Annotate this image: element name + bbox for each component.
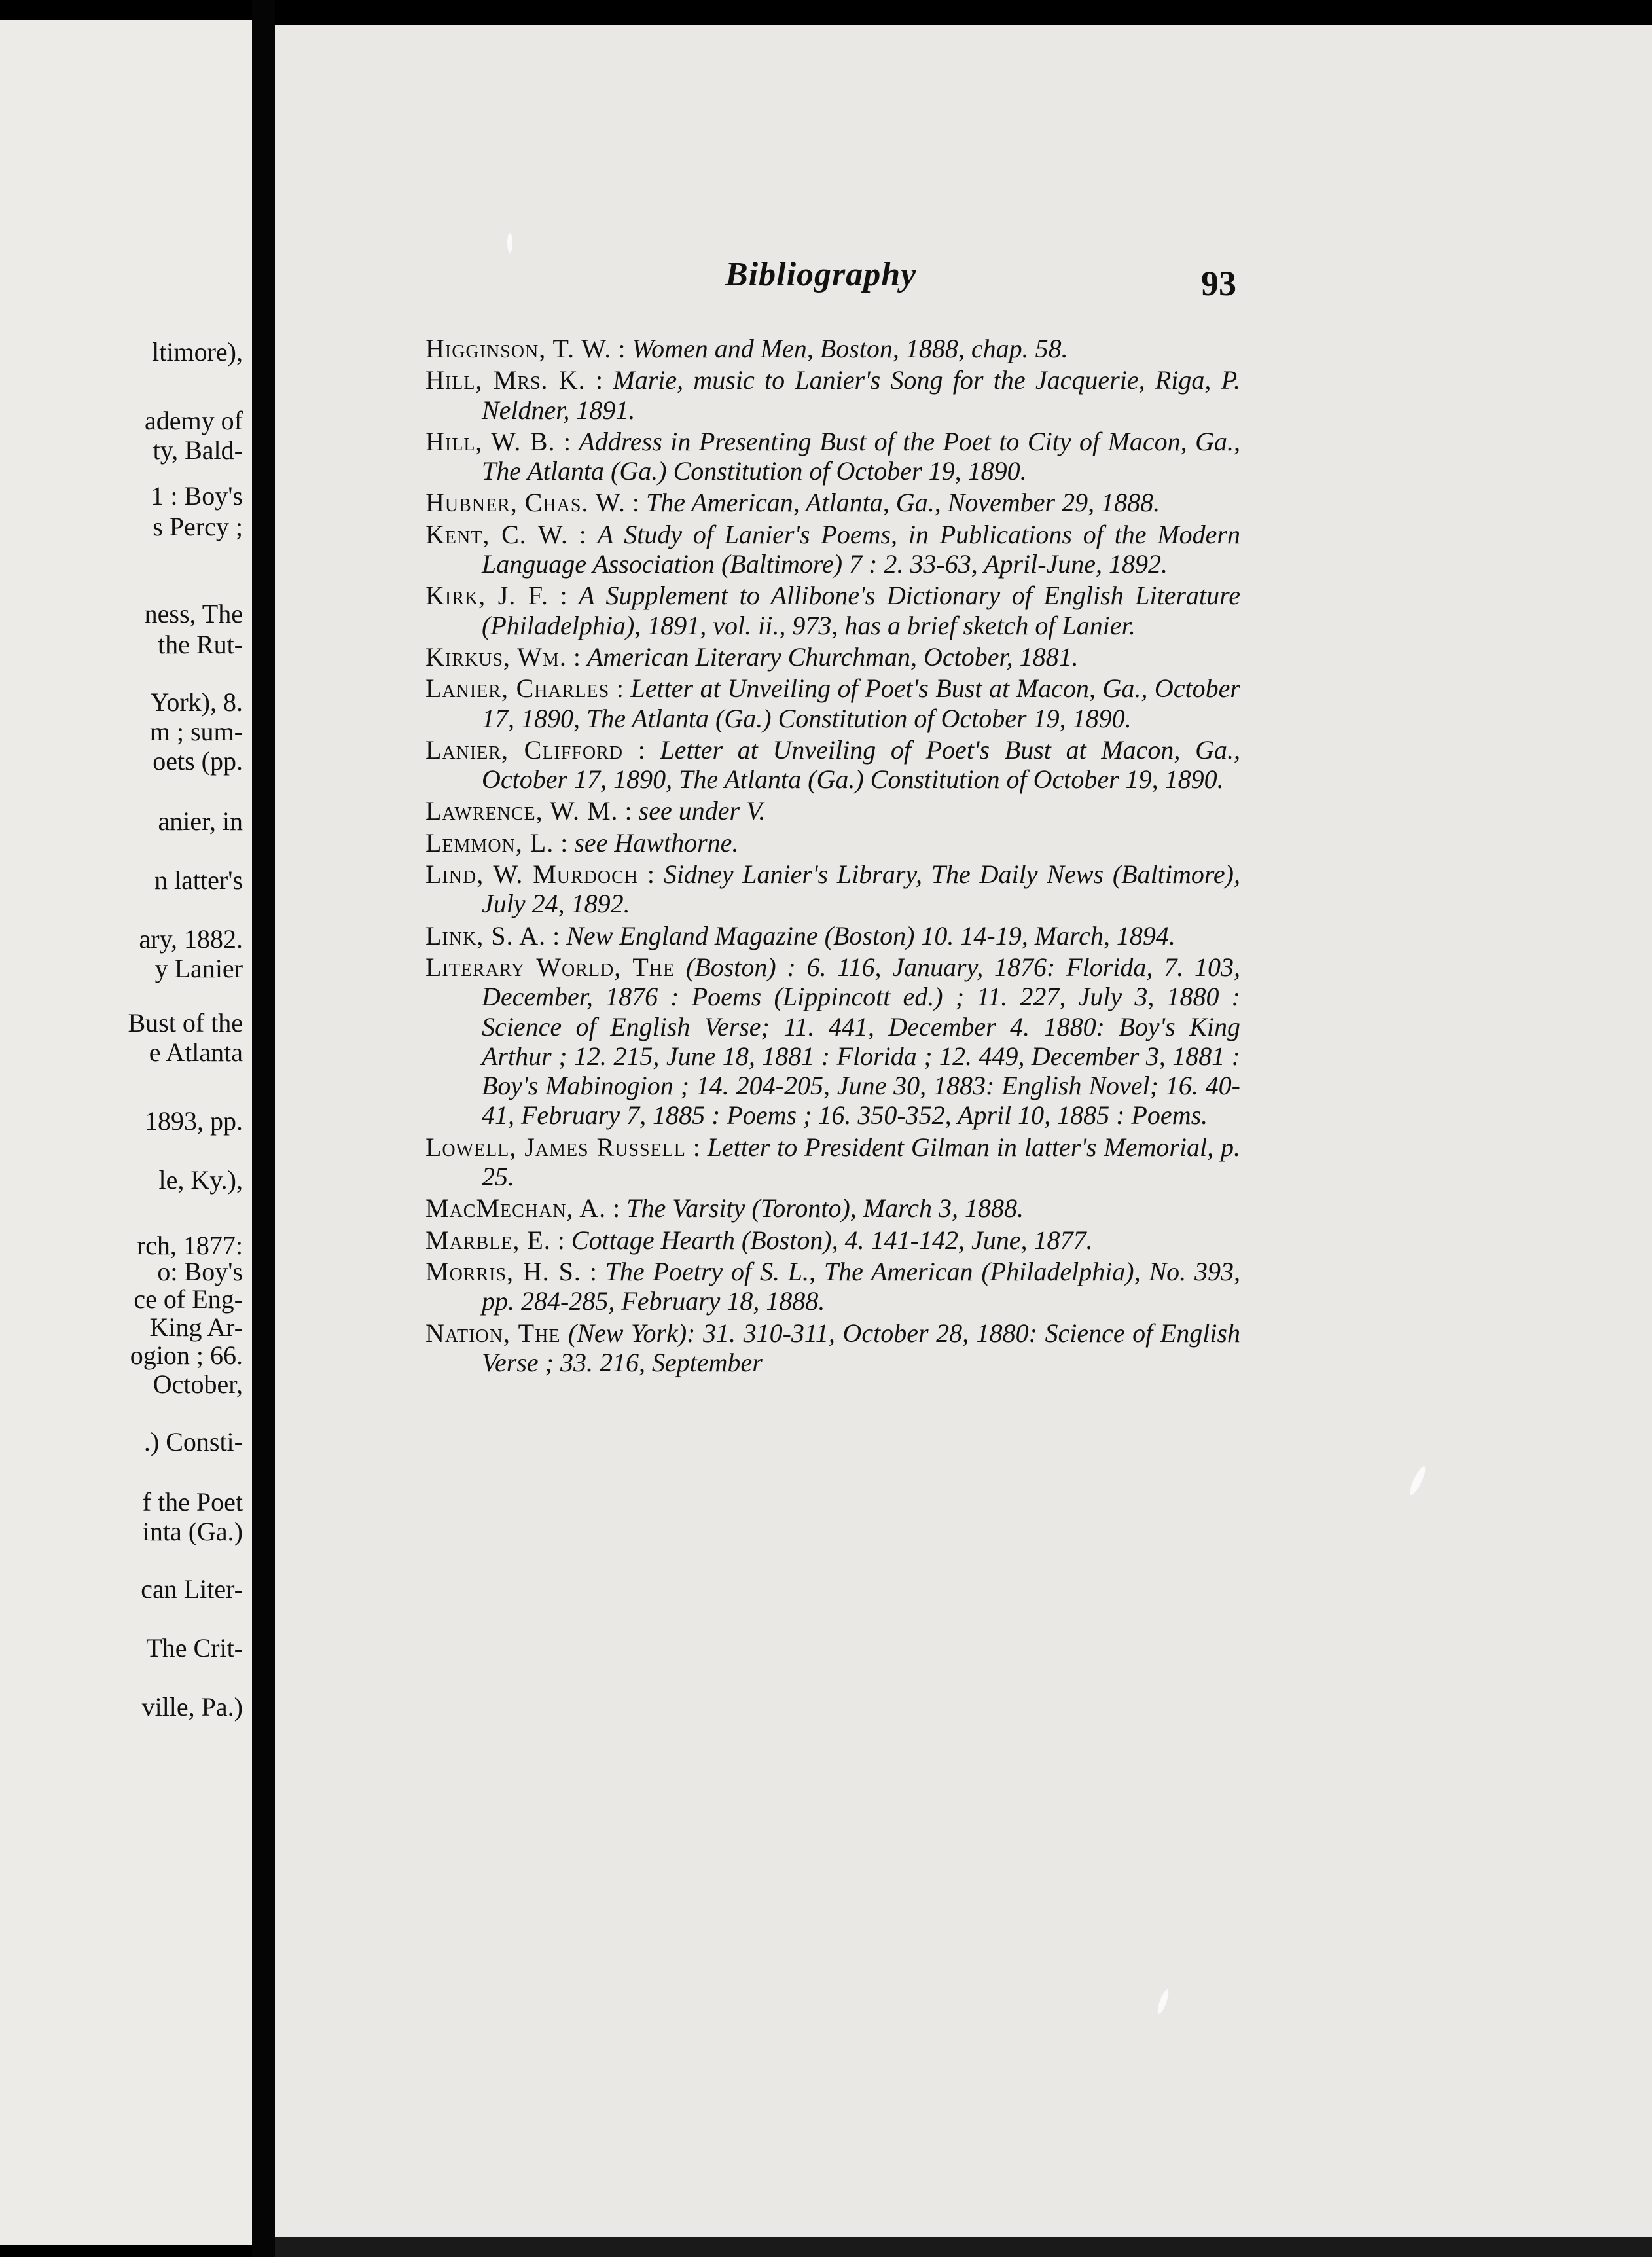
left-page-line: York), 8.: [150, 687, 243, 717]
entry-details: A Supplement to Allibone's Dictionary of English Literature (Philadelphia), 1891, vol. ii., 973, has a brief sketch of Lanier.: [482, 581, 1240, 640]
paper-speck: [1407, 1465, 1428, 1497]
left-page-line: ogion ; 66.: [130, 1341, 243, 1370]
entry-author: Kirk, J. F.: [425, 581, 548, 611]
entry-separator: :: [585, 365, 613, 395]
running-head: Bibliography: [725, 256, 917, 293]
left-page-line: e Atlanta: [149, 1038, 243, 1067]
paper-speck: [507, 233, 512, 253]
entry-details: Cottage Hearth (Boston), 4. 141-142, June, 1877.: [571, 1225, 1093, 1255]
entry-author: Marble, E.: [425, 1225, 551, 1255]
entry-author: Link, S. A.: [425, 920, 547, 950]
entry-details: Sidney Lanier's Library, The Daily News (Baltimore), July 24, 1892.: [482, 859, 1240, 919]
entry-separator: :: [581, 1256, 605, 1286]
entry-details: New England Magazine (Boston) 10. 14-19, March, 1894.: [566, 920, 1176, 950]
left-page-line: The Crit-: [146, 1633, 243, 1663]
entry-details: (New York): 31. 310-311, October 28, 1880: Science of English Verse ; 33. 216, September: [482, 1318, 1241, 1377]
bibliography-entry: [425, 1193, 1240, 1223]
entry-author: Lawrence, W. M.: [425, 796, 619, 826]
entry-author: Kent, C. W.: [425, 519, 568, 549]
entry-author: Lind, W. Murdoch: [425, 859, 639, 890]
bibliography-entry: [425, 1257, 1240, 1316]
entry-author: Lanier, Charles: [425, 674, 610, 704]
entry-separator: :: [623, 734, 660, 765]
bibliography-entries: [425, 334, 1240, 1379]
entry-author: Higginson, T. W.: [425, 334, 612, 363]
bibliography-entry: [425, 1132, 1240, 1192]
entry-separator: :: [555, 426, 579, 456]
bibliography-entry: [425, 1225, 1240, 1255]
entry-separator: [675, 952, 686, 982]
left-page-line: f the Poet: [142, 1487, 243, 1517]
entry-separator: :: [554, 827, 575, 858]
left-page-line: rch, 1877:: [136, 1231, 243, 1260]
book-gutter: [252, 0, 275, 2257]
left-page-line: ty, Bald-: [153, 435, 243, 465]
entry-details: Address in Presenting Bust of the Poet to City of Macon, Ga., The Atlanta (Ga.) Constitution of October 19, 1890.: [482, 426, 1240, 486]
entry-author: Morris, H. S.: [425, 1256, 581, 1286]
bibliography-entry: [425, 488, 1240, 517]
bibliography-entry: [425, 427, 1240, 486]
entry-author: MacMechan, A.: [425, 1193, 607, 1223]
left-page-line: y Lanier: [154, 954, 243, 983]
left-page-line: o: Boy's: [157, 1257, 243, 1286]
entry-details: The Varsity (Toronto), March 3, 1888.: [626, 1193, 1024, 1223]
left-page-line: s Percy ;: [153, 512, 243, 541]
bibliography-entry: [425, 735, 1240, 795]
entry-separator: :: [611, 334, 632, 363]
left-page-line: le, Ky.),: [158, 1165, 243, 1195]
entry-separator: :: [618, 796, 639, 826]
bibliography-entry: [425, 952, 1240, 1130]
left-page-line: the Rut-: [158, 630, 243, 659]
entry-separator: [560, 1318, 568, 1348]
entry-details: see under V.: [638, 796, 766, 826]
entry-author: Hubner, Chas. W.: [425, 488, 626, 518]
bibliography-entry: [425, 365, 1240, 425]
bibliography-entry: [425, 674, 1240, 733]
entry-details: A Study of Lanier's Poems, in Publications of the Modern Language Association (Baltimore) 7 : 2. 33-63, April-June, 1892.: [482, 519, 1241, 579]
entry-author: Lowell, James Russell: [425, 1132, 686, 1162]
left-page-line: .) Consti-: [143, 1427, 243, 1456]
left-page-line: October,: [153, 1369, 243, 1399]
left-page-line: ville, Pa.): [141, 1692, 243, 1722]
entry-author: Hill, W. B.: [425, 426, 556, 456]
bibliography-entry: [425, 796, 1240, 825]
bibliography-entry: [425, 859, 1240, 919]
entry-separator: :: [546, 920, 567, 950]
left-page-line: 1893, pp.: [145, 1106, 243, 1136]
entry-details: Letter at Unveiling of Poet's Bust at Macon, Ga., October 17, 1890, The Atlanta (Ga.) Constitution of October 19, 1890.: [482, 674, 1240, 733]
left-page-line: King Ar-: [149, 1312, 243, 1342]
entry-details: (Boston) : 6. 116, January, 1876: Florida, 7. 103, December, 1876 : Poems (Lippincott ed.) ; 11. 227, July 3, 1880 : Science of English Verse; 11. 441, December 4. 1880: Boy's King Arthur ; 12. 215, June 18, 1881 : Florida ; 12. 449, December 3, 1881 : Boy's Mabinogion ; 14. 204-205, June 30, 1883: English Novel; 16. 40-41, February 7, 1885 : Poems ; 16. 350-352, April 10, 1885 : Poems.: [482, 952, 1241, 1130]
left-page-line: Bust of the: [128, 1008, 243, 1038]
entry-details: Letter at Unveiling of Poet's Bust at Macon, Ga., October 17, 1890, The Atlanta (Ga.) Constitution of October 19, 1890.: [482, 734, 1240, 795]
entry-details: The Poetry of S. L., The American (Philadelphia), No. 393, pp. 284-285, February 18, 1888.: [482, 1256, 1240, 1316]
bibliography-entry: [425, 520, 1240, 579]
bibliography-entry: [425, 828, 1240, 858]
entry-author: Kirkus, Wm.: [425, 641, 567, 672]
left-page-line: anier, in: [158, 806, 243, 836]
entry-separator: :: [638, 859, 664, 890]
page-bottom-edge: [275, 2237, 1652, 2257]
bibliography-entry: [425, 921, 1240, 950]
bibliography-entry: [425, 642, 1240, 672]
left-page-line: 1 : Boy's: [151, 481, 243, 511]
entry-details: Marie, music to Lanier's Song for the Jacquerie, Riga, P. Neldner, 1891.: [482, 365, 1240, 425]
page-number: 93: [1201, 264, 1236, 303]
entry-separator: :: [548, 581, 579, 611]
left-page-line: ary, 1882.: [139, 924, 243, 954]
entry-details: see Hawthorne.: [574, 827, 739, 858]
entry-author: Lanier, Clifford: [425, 734, 624, 765]
entry-separator: :: [566, 641, 587, 672]
entry-separator: :: [606, 1193, 627, 1223]
entry-separator: :: [685, 1132, 708, 1162]
left-page-line: inta (Ga.): [142, 1517, 243, 1546]
left-page-line: n latter's: [154, 865, 243, 895]
entry-separator: :: [550, 1225, 571, 1255]
bibliography-entry: [425, 334, 1240, 363]
entry-details: Letter to President Gilman in latter's Memorial, p. 25.: [482, 1132, 1241, 1192]
left-page-line: ce of Eng-: [134, 1284, 243, 1314]
entry-separator: :: [609, 674, 631, 704]
entry-author: Hill, Mrs. K.: [425, 365, 586, 395]
entry-details: The American, Atlanta, Ga., November 29, 1888.: [645, 488, 1160, 518]
left-page-line: ltimore),: [152, 337, 243, 367]
left-page-line: m ; sum-: [149, 717, 243, 746]
bibliography-entry: [425, 1318, 1240, 1378]
entry-separator: :: [625, 488, 646, 518]
left-page-line: ness, The: [144, 599, 243, 628]
left-facing-page: [0, 20, 252, 2245]
left-page-line: ademy of: [145, 406, 243, 435]
entry-details: Women and Men, Boston, 1888, chap. 58.: [632, 334, 1068, 363]
left-page-line: can Liter-: [141, 1574, 243, 1604]
bibliography-entry: [425, 581, 1240, 640]
entry-details: American Literary Churchman, October, 1881.: [586, 641, 1079, 672]
entry-separator: :: [567, 519, 598, 549]
entry-author: Lemmon, L.: [425, 827, 554, 858]
entry-author: Nation, The: [425, 1318, 561, 1348]
left-page-line: oets (pp.: [153, 746, 243, 776]
paper-speck: [1155, 1988, 1170, 2015]
entry-author: Literary World, The: [425, 952, 675, 982]
